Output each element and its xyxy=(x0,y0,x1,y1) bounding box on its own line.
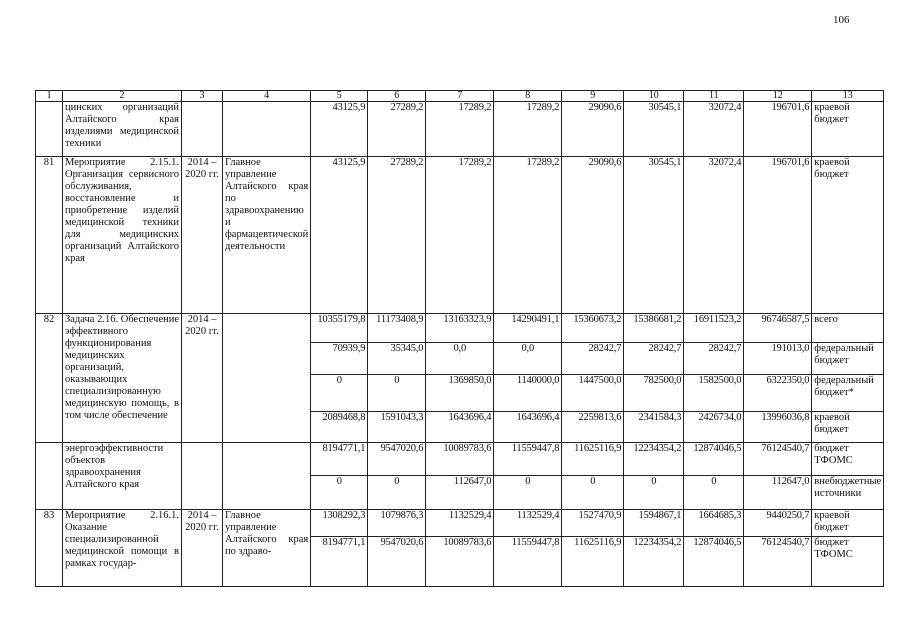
funding-source: краевой бюджет xyxy=(812,510,884,537)
amount-cell: 10089783,6 xyxy=(426,443,494,476)
amount-cell: 0 xyxy=(562,476,624,510)
amount-cell: 2426734,0 xyxy=(684,412,744,443)
funding-source: бюджет ТФОМС xyxy=(812,537,884,587)
amount-cell: 0 xyxy=(311,375,368,412)
amount-cell: 32072,4 xyxy=(684,157,744,314)
amount-cell: 17289,2 xyxy=(426,102,494,157)
row-executor: Главное управление Алтайского края по здравоохранению и фармацевтической деятельности xyxy=(223,157,311,314)
amount-cell: 13996036,8 xyxy=(744,412,812,443)
header-cell: 7 xyxy=(426,91,494,102)
page-number: 106 xyxy=(833,14,850,26)
amount-cell: 112647,0 xyxy=(744,476,812,510)
header-cell: 8 xyxy=(494,91,562,102)
header-cell: 5 xyxy=(311,91,368,102)
amount-cell: 29090,6 xyxy=(562,102,624,157)
header-cell: 3 xyxy=(182,91,223,102)
amount-cell: 10089783,6 xyxy=(426,537,494,587)
amount-cell: 112647,0 xyxy=(426,476,494,510)
amount-cell: 9547020,6 xyxy=(368,443,426,476)
table-row xyxy=(36,102,884,157)
row-number: 82 xyxy=(36,314,63,443)
row-number xyxy=(36,443,63,510)
amount-cell: 35345,0 xyxy=(368,343,426,375)
amount-cell: 17289,2 xyxy=(494,102,562,157)
amount-cell: 2259813,6 xyxy=(562,412,624,443)
amount-cell: 782500,0 xyxy=(624,375,684,412)
amount-cell: 76124540,7 xyxy=(744,443,812,476)
amount-cell: 27289,2 xyxy=(368,102,426,157)
amount-cell: 30545,1 xyxy=(624,157,684,314)
row-number: 83 xyxy=(36,510,63,587)
amount-cell: 196701,6 xyxy=(744,157,812,314)
amount-cell: 1447500,0 xyxy=(562,375,624,412)
header-cell: 13 xyxy=(812,91,884,102)
funding-source: бюджет ТФОМС xyxy=(812,443,884,476)
amount-cell: 12234354,2 xyxy=(624,537,684,587)
amount-cell: 0 xyxy=(311,476,368,510)
amount-cell: 1643696,4 xyxy=(494,412,562,443)
row-executor xyxy=(223,314,311,443)
amount-cell: 11173408,9 xyxy=(368,314,426,343)
row-description: Мероприятие 2.16.1. Оказание специализированной медицинской помощи в рамках государ- xyxy=(63,510,182,587)
amount-cell: 1140000,0 xyxy=(494,375,562,412)
amount-cell: 28242,7 xyxy=(624,343,684,375)
table-row xyxy=(36,443,884,476)
amount-cell: 0,0 xyxy=(494,343,562,375)
amount-cell: 1132529,4 xyxy=(426,510,494,537)
amount-cell: 29090,6 xyxy=(562,157,624,314)
row-period: 2014 – 2020 гг. xyxy=(182,314,223,443)
table-row xyxy=(36,314,884,343)
amount-cell: 6322350,0 xyxy=(744,375,812,412)
amount-cell: 1582500,0 xyxy=(684,375,744,412)
amount-cell: 43125,9 xyxy=(311,157,368,314)
amount-cell: 8194771,1 xyxy=(311,443,368,476)
row-number: 81 xyxy=(36,157,63,314)
budget-table xyxy=(35,90,884,587)
amount-cell: 1079876,3 xyxy=(368,510,426,537)
header-cell: 12 xyxy=(744,91,812,102)
amount-cell: 43125,9 xyxy=(311,102,368,157)
funding-source: федеральный бюджет* xyxy=(812,375,884,412)
amount-cell: 12874046,5 xyxy=(684,443,744,476)
amount-cell: 1527470,9 xyxy=(562,510,624,537)
row-period: 2014 – 2020 гг. xyxy=(182,157,223,314)
amount-cell: 14290491,1 xyxy=(494,314,562,343)
table-row xyxy=(36,510,884,537)
amount-cell: 0 xyxy=(368,375,426,412)
amount-cell: 27289,2 xyxy=(368,157,426,314)
amount-cell: 2089468,8 xyxy=(311,412,368,443)
amount-cell: 8194771,1 xyxy=(311,537,368,587)
amount-cell: 0,0 xyxy=(426,343,494,375)
amount-cell: 0 xyxy=(684,476,744,510)
table-body xyxy=(36,91,884,587)
amount-cell: 11559447,8 xyxy=(494,443,562,476)
header-cell: 11 xyxy=(684,91,744,102)
amount-cell: 1369850,0 xyxy=(426,375,494,412)
amount-cell: 11625116,9 xyxy=(562,443,624,476)
amount-cell: 32072,4 xyxy=(684,102,744,157)
funding-source: краевой бюджет xyxy=(812,102,884,157)
amount-cell: 17289,2 xyxy=(426,157,494,314)
amount-cell: 0 xyxy=(368,476,426,510)
amount-cell: 15360673,2 xyxy=(562,314,624,343)
amount-cell: 70939,9 xyxy=(311,343,368,375)
amount-cell: 15386681,2 xyxy=(624,314,684,343)
row-description: Мероприятие 2.15.1. Организация сервисного обслуживания, восстановление и приобретение изделий медицинской техники для медицинских организаций Алтайского края xyxy=(63,157,182,314)
row-period: 2014 – 2020 гг. xyxy=(182,510,223,587)
row-period xyxy=(182,443,223,510)
funding-source: внебюджетные источники xyxy=(812,476,884,510)
amount-cell: 28242,7 xyxy=(684,343,744,375)
amount-cell: 9547020,6 xyxy=(368,537,426,587)
row-period xyxy=(182,102,223,157)
amount-cell: 2341584,3 xyxy=(624,412,684,443)
row-executor xyxy=(223,443,311,510)
amount-cell: 1643696,4 xyxy=(426,412,494,443)
amount-cell: 28242,7 xyxy=(562,343,624,375)
amount-cell: 0 xyxy=(624,476,684,510)
row-description: Задача 2.16. Обеспечение эффективного функционирования медицинских организаций, оказывающих специализированную медицинскую помощь, в том числе обеспечение xyxy=(63,314,182,443)
table-row xyxy=(36,157,884,314)
funding-source: федеральный бюджет xyxy=(812,343,884,375)
row-executor: Главное управление Алтайского края по здраво- xyxy=(223,510,311,587)
funding-source: краевой бюджет xyxy=(812,412,884,443)
amount-cell: 9440250,7 xyxy=(744,510,812,537)
amount-cell: 17289,2 xyxy=(494,157,562,314)
amount-cell: 196701,6 xyxy=(744,102,812,157)
amount-cell: 1664685,3 xyxy=(684,510,744,537)
row-executor xyxy=(223,102,311,157)
amount-cell: 1591043,3 xyxy=(368,412,426,443)
header-cell: 10 xyxy=(624,91,684,102)
amount-cell: 12874046,5 xyxy=(684,537,744,587)
amount-cell: 13163323,9 xyxy=(426,314,494,343)
row-description: энергоэффективности объектов здравоохранения Алтайского края xyxy=(63,443,182,510)
amount-cell: 96746587,5 xyxy=(744,314,812,343)
amount-cell: 0 xyxy=(494,476,562,510)
amount-cell: 16911523,2 xyxy=(684,314,744,343)
row-description: цинских организаций Алтайского края изделиями медицинской техники xyxy=(63,102,182,157)
amount-cell: 30545,1 xyxy=(624,102,684,157)
header-row xyxy=(36,91,884,102)
amount-cell: 1308292,3 xyxy=(311,510,368,537)
amount-cell: 1594867,1 xyxy=(624,510,684,537)
amount-cell: 10355179,8 xyxy=(311,314,368,343)
header-cell: 6 xyxy=(368,91,426,102)
header-cell: 2 xyxy=(63,91,182,102)
funding-source: краевой бюджет xyxy=(812,157,884,314)
amount-cell: 12234354,2 xyxy=(624,443,684,476)
header-cell: 1 xyxy=(36,91,63,102)
amount-cell: 11625116,9 xyxy=(562,537,624,587)
amount-cell: 76124540,7 xyxy=(744,537,812,587)
row-number xyxy=(36,102,63,157)
amount-cell: 1132529,4 xyxy=(494,510,562,537)
amount-cell: 191013,0 xyxy=(744,343,812,375)
header-cell: 4 xyxy=(223,91,311,102)
header-cell: 9 xyxy=(562,91,624,102)
amount-cell: 11559447,8 xyxy=(494,537,562,587)
funding-source: всего xyxy=(812,314,884,343)
